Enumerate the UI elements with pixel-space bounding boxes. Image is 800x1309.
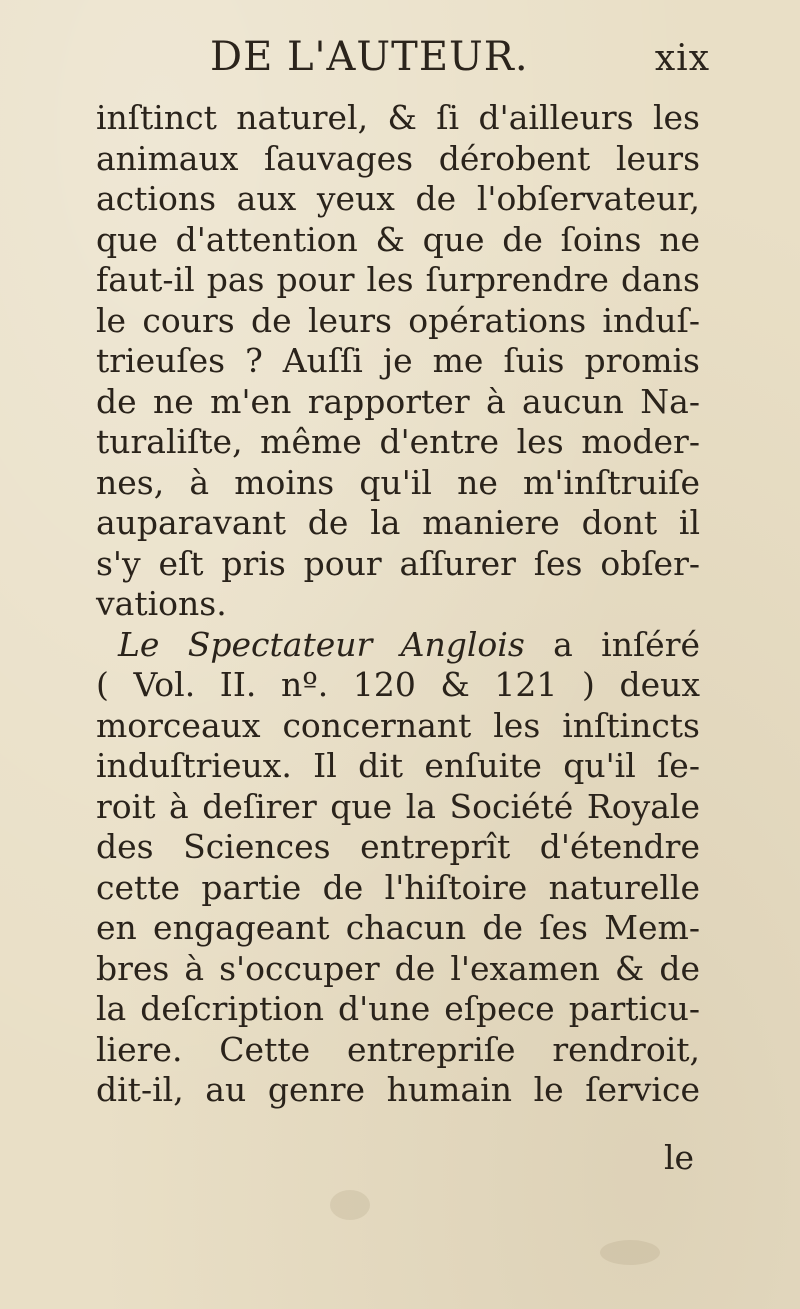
text-line: inſtinct naturel, & ſi d'ailleurs les bbox=[96, 98, 700, 137]
text-line: roit à deſirer que la Société Royale bbox=[96, 786, 700, 826]
text-line: auparavant de la maniere dont il bbox=[96, 503, 700, 542]
text-line: le cours de leurs opérations induſ- bbox=[96, 300, 700, 340]
paper-stain bbox=[600, 1240, 660, 1265]
text-line: de ne m'en rapporter à aucun Na- bbox=[96, 381, 700, 421]
paper-stain bbox=[330, 1190, 370, 1220]
text-line: liere. Cette entrepriſe rendroit, bbox=[96, 1029, 700, 1069]
italic-title: Le Spectateur Anglois bbox=[118, 624, 525, 664]
lead-rest: a inſéré bbox=[524, 624, 700, 664]
text-line: bres à s'occuper de l'examen & de bbox=[96, 948, 700, 988]
running-head bbox=[210, 34, 710, 94]
text-line: actions aux yeux de l'obſervateur, bbox=[96, 179, 700, 218]
text-line: morceaux concernant les inſtincts bbox=[96, 705, 700, 745]
text-line: cette partie de l'hiſtoire naturelle bbox=[96, 867, 700, 907]
text-line: dit-il, au genre humain le ſervice bbox=[96, 1070, 700, 1109]
text-line: en engageant chacun de ſes Mem- bbox=[96, 908, 700, 947]
text-line: des Sciences entreprît d'étendre bbox=[96, 827, 700, 866]
text-line: animaux ſauvages dérobent leurs bbox=[96, 138, 700, 178]
text-line: la deſcription d'une eſpece particu- bbox=[96, 989, 700, 1028]
text-line: induſtrieux. Il dit enſuite qu'il ſe- bbox=[96, 746, 700, 785]
catchword: le bbox=[664, 1138, 695, 1177]
text-line: turaliſte, même d'entre les moder- bbox=[96, 422, 700, 461]
text-line: ( Vol. II. nº. 120 & 121 ) deux bbox=[96, 665, 700, 704]
text-line: que d'attention & que de ſoins ne bbox=[96, 219, 700, 259]
text-line: s'y eſt pris pour aſſurer ſes obſer- bbox=[96, 543, 700, 583]
text-line: nes, à moins qu'il ne m'inſtruiſe bbox=[96, 462, 700, 502]
text-line: faut-il pas pour les ſurprendre dans bbox=[96, 260, 700, 299]
running-head-title: DE L'AUTEUR. bbox=[210, 34, 529, 80]
text-line: vations. bbox=[96, 584, 227, 623]
page-number: xix bbox=[654, 38, 710, 79]
text-line: trieuſes ? Auſſi je me ſuis promis bbox=[96, 341, 700, 380]
paragraph-lead-line bbox=[96, 625, 700, 666]
body-text bbox=[96, 98, 700, 1111]
